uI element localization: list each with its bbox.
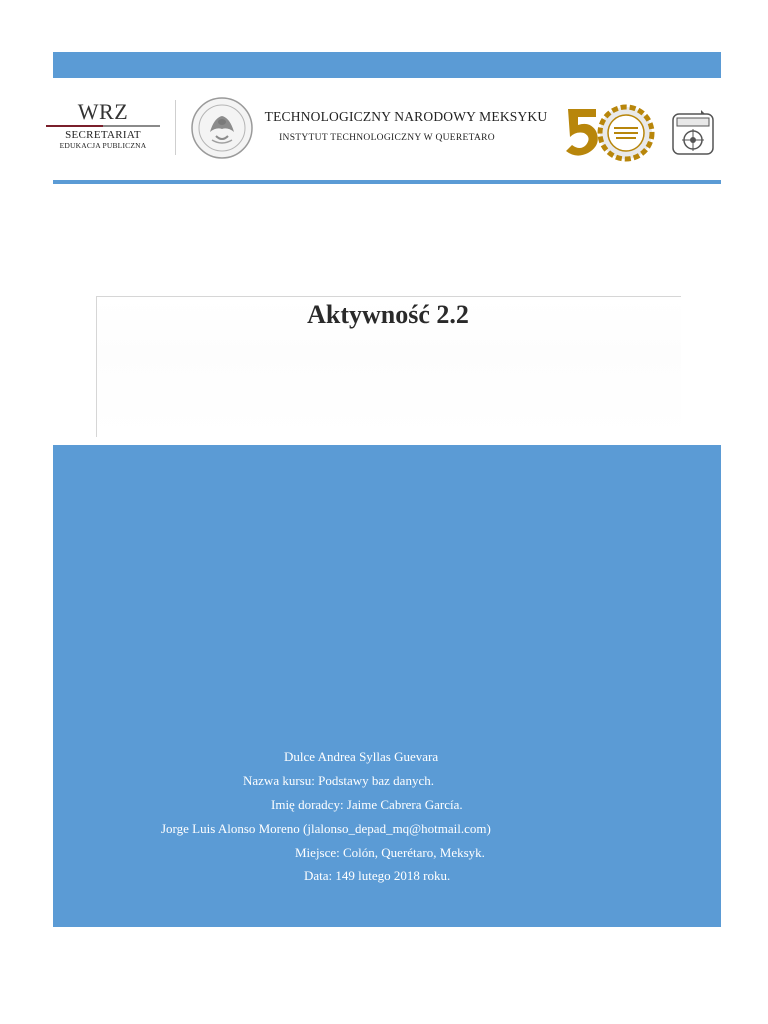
course-name: Nazwa kursu: Podstawy baz danych.	[243, 773, 434, 788]
contact-line: Jorge Luis Alonso Moreno (jlalonso_depad_mq@hotmail.com)	[161, 821, 491, 836]
institution-subname: INSTYTUT TECHNOLOGICZNY W QUERETARO	[279, 133, 495, 143]
student-name: Dulce Andrea Syllas Guevara	[284, 749, 439, 764]
header-divider	[175, 100, 176, 155]
sep-logo-line1: SECRETARIAT	[65, 129, 141, 141]
header-rule	[53, 180, 721, 184]
advisor-name: Imię doradcy: Jaime Cabrera García.	[271, 797, 463, 812]
school-badge-icon	[671, 108, 715, 156]
sep-logo-line2: EDUKACJA PUBLICZNA	[59, 141, 147, 150]
sep-logo	[44, 100, 162, 156]
mexico-seal-icon	[190, 96, 254, 160]
fifty-anniversary-logo-icon	[562, 103, 662, 163]
page-title: Aktywność 2.2	[307, 300, 469, 329]
sep-logo-acronym: WRZ	[77, 99, 129, 124]
date-line: Data: 149 lutego 2018 roku.	[304, 868, 451, 883]
place-line: Miejsce: Colón, Querétaro, Meksyk.	[295, 845, 485, 860]
institution-name: TECHNOLOGICZNY NARODOWY MEKSYKU	[264, 109, 548, 124]
header-top-bar	[53, 52, 721, 78]
sep-logo-rule	[46, 125, 160, 127]
